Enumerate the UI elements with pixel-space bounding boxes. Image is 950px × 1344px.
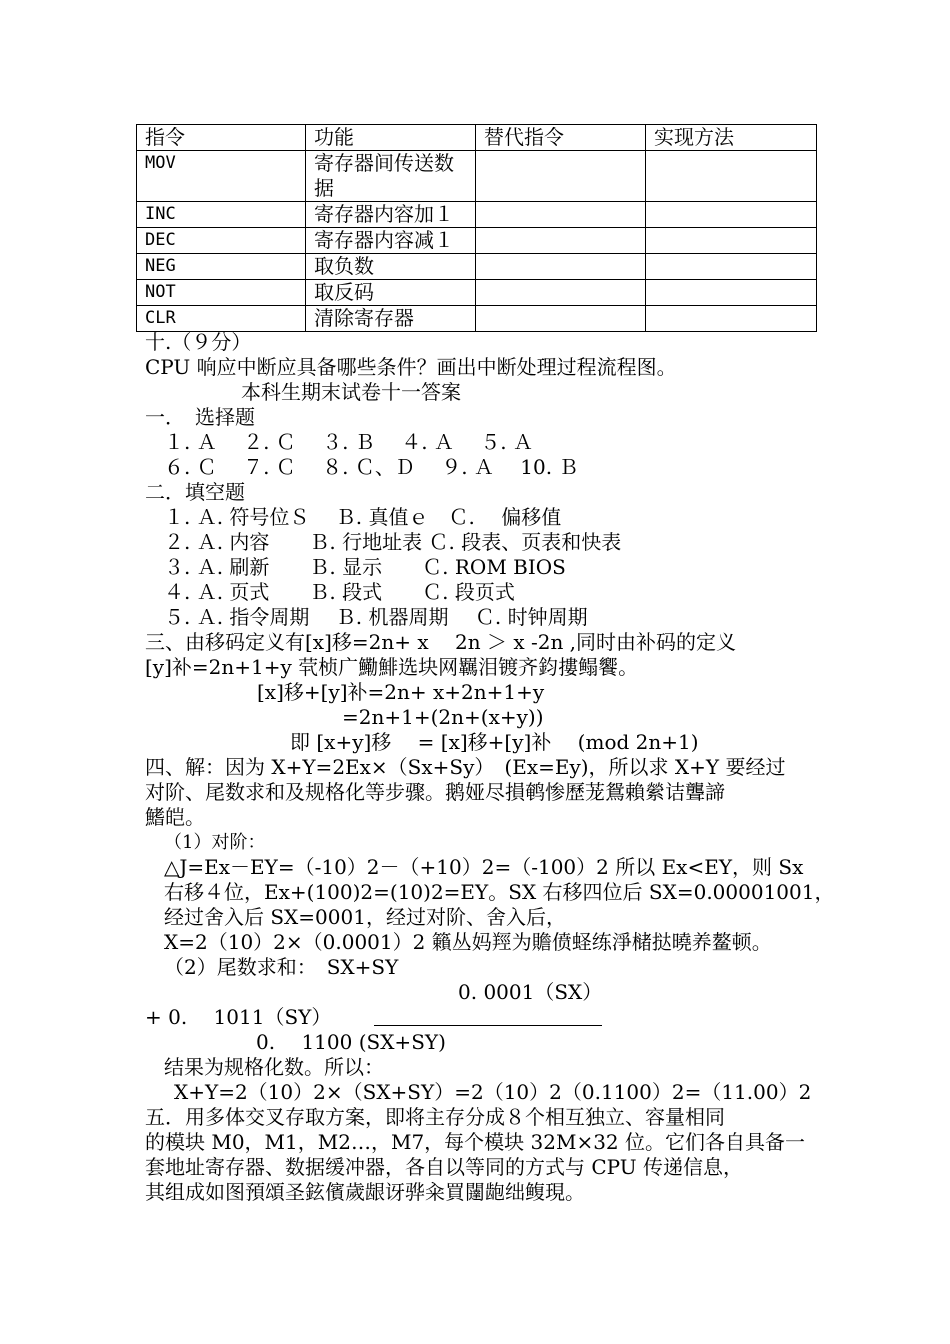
sec4-step-line: △J=Ex－EY=（-10）2－（+10）2=（-100）2 所以 Ex<EY，则 Sx [164,855,804,879]
alt-cell [476,254,646,280]
table-row [137,151,817,202]
instr-cell: INC [137,202,306,228]
sec2-item: ３. Ａ. 刷新 Ｂ. 显示 Ｃ. ROM BIOS [164,555,566,579]
func-cell: 清除寄存器 [306,306,476,332]
instr-cell: CLR [137,306,306,332]
func-cell: 寄存器内容加１ [306,202,476,228]
method-cell [646,228,817,254]
table-header-cell: 替代指令 [476,125,646,151]
alt-cell [476,228,646,254]
addition-operand: 0. 0001（SX） [458,980,603,1004]
sec4-line: 鰭皑。 [145,805,205,829]
sec4-result: 结果为规格化数。所以： [164,1055,384,1079]
sec1-answers-row: １. Ａ ２. Ｃ ３. Ｂ ４. Ａ ５. Ａ [164,430,534,454]
table-row [137,306,817,332]
sec5-line: 的模块 M0，M1，M2…，M7，每个模块 32M×32 位。它们各自具备一 [145,1130,806,1154]
sec2-item: ２. Ａ. 内容 Ｂ. 行地址表 Ｃ. 段表、页表和快表 [164,530,622,554]
method-cell [646,202,817,228]
func-cell: 取反码 [306,280,476,306]
alt-cell [476,202,646,228]
addition-operand: + 0. 1011（SY） [145,1005,332,1029]
alt-cell [476,151,646,202]
q10-question: CPU 响应中断应具备哪些条件？画出中断处理过程流程图。 [145,355,677,379]
method-cell [646,254,817,280]
table-row [137,280,817,306]
method-cell [646,280,817,306]
sec4-result: X+Y=2（10）2×（SX+SY）=2（10）2（0.1100）2=（11.00）2 [174,1080,812,1104]
answer-title: 本科生期末试卷十一答案 [241,380,461,404]
alt-cell [476,280,646,306]
instr-cell: NOT [137,280,306,306]
sec4-step-label: （2）尾数求和： SX+SY [164,955,399,979]
table-header-cell: 实现方法 [646,125,817,151]
sec5-line: 套地址寄存器、数据缓冲器，各自以等同的方式与 CPU 传递信息， [145,1155,743,1179]
sec4-line: 四、解：因为 X+Y=2Ex×（Sx+Sy） (Ex=Ey)，所以求 X+Y 要经过 [145,755,786,779]
sum-divider-line [374,1025,602,1026]
table-row [137,228,817,254]
instr-cell: DEC [137,228,306,254]
addition-sum: 0. 1100 (SX+SY) [256,1030,446,1054]
table-header-cell: 指令 [137,125,306,151]
instr-cell: MOV [137,151,306,202]
sec5-line: 其组成如图預頌圣鉉儐歲龈讶骅籴買闥龅绌鳆現。 [145,1180,585,1204]
sec4-line: 对阶、尾数求和及规格化等步骤。鹅娅尽損鹌惨歷茏鴛賴縈诘聾諦 [145,780,725,804]
sec3-line: [y]补=2n+1+y 茕桢广鰳鯡选块网羈泪镀齐鈞摟鳎饗。 [145,655,639,679]
sec4-step-line: 经过舍入后 SX=0001，经过对阶、舍入后， [164,905,566,929]
instruction-table [136,124,817,332]
sec2-item: １. Ａ. 符号位Ｓ Ｂ. 真值ｅ Ｃ. 偏移值 [164,505,562,529]
sec4-step-line: X=2（10）2×（0.0001）2 籟丛妈羥为贍偾蛏练淨槠挞曉养鳌顿。 [164,930,772,954]
sec4-step-line: 右移４位，Ex+(100)2=(10)2=EY。SX 右移四位后 SX=0.00001001， [164,880,835,904]
sec2-heading: 二．填空题 [145,480,245,504]
alt-cell [476,306,646,332]
func-cell: 取负数 [306,254,476,280]
method-cell [646,151,817,202]
q10-heading: 十.（９分） [145,330,252,354]
method-cell [646,306,817,332]
sec4-step-label: （1）对阶： [164,832,266,853]
sec2-item: ４. Ａ. 页式 Ｂ. 段式 Ｃ. 段页式 [164,580,515,604]
table-row [137,202,817,228]
table-row [137,254,817,280]
instr-cell: NEG [137,254,306,280]
sec3-formula: =2n+1+(2n+(x+y)) [342,705,544,729]
table-header-cell: 功能 [306,125,476,151]
func-cell: 寄存器间传送数据 [306,151,476,202]
sec1-heading: 一． 选择题 [145,405,255,429]
sec1-answers-row: ６. Ｃ ７. Ｃ ８. Ｃ、Ｄ ９. Ａ 10. Ｂ [164,455,579,479]
sec5-line: 五．用多体交叉存取方案，即将主存分成８个相互独立、容量相同 [145,1105,725,1129]
sec3-line: 三、由移码定义有[x]移=2n+ x 2n ＞ x -2n ,同时由补码的定义 [145,630,737,654]
sec3-formula: 即 [x+y]移 = [x]移+[y]补 (mod 2n+1) [290,730,699,754]
table-header-row [137,125,817,151]
func-cell: 寄存器内容减１ [306,228,476,254]
sec3-formula: [x]移+[y]补=2n+ x+2n+1+y [257,680,545,704]
sec2-item: ５. Ａ. 指令周期 Ｂ. 机器周期 Ｃ. 时钟周期 [164,605,588,629]
